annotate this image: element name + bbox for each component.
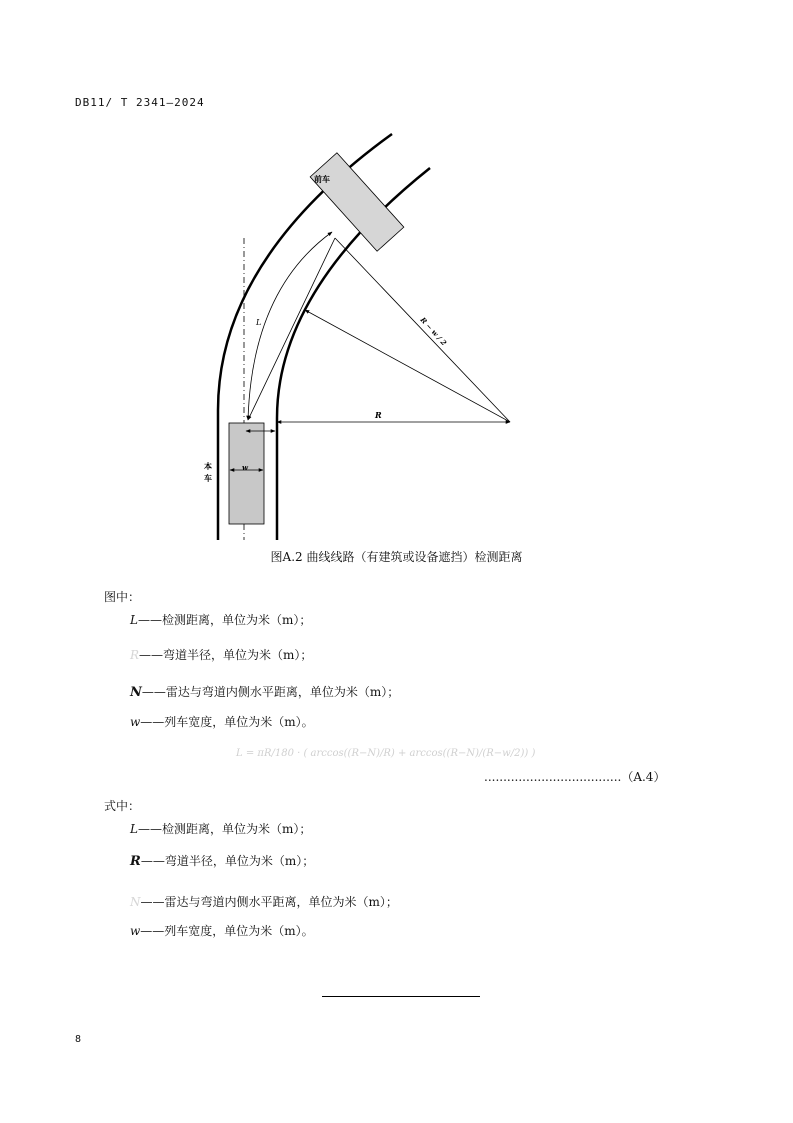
legend-item-R [130,646,312,663]
legend-text: ——雷达与弯道内侧水平距离，单位为米（m）； [141,685,400,699]
label-this-car-1: 本 [204,462,212,471]
line-N [305,310,510,422]
legend-symbol: L [130,822,138,836]
legend-symbol: R [130,648,140,662]
legend-symbol: R [130,854,141,869]
label-w: w [242,463,249,472]
legend-symbol: L [130,613,138,627]
eq-legend-item-L [130,820,311,837]
line-R-minus-w2 [335,238,510,422]
curve-detection-figure [180,120,540,545]
formula-number: （A.4） [621,770,666,784]
label-L: L [256,318,262,327]
legend-symbol: w [130,715,141,729]
legend-text: ——弯道半径，单位为米（m）； [139,648,313,662]
formula-dots: .................................... [484,770,622,784]
formula-number-line [484,768,665,785]
document-id: DB11/ T 2341—2024 [75,96,205,109]
eq-legend-item-R [130,852,314,869]
legend-symbol: w [130,924,141,938]
label-R-minus-w2: R − w / 2 [418,315,449,348]
figure-caption: 图A.2 曲线线路（有建筑或设备遮挡）检测距离 [270,550,523,564]
legend-text: ——雷达与弯道内侧水平距离，单位为米（m）； [140,895,398,909]
legend-text: ——列车宽度，单位为米（m）。 [140,924,314,938]
legend-item-w [130,713,314,730]
legend-text: ——检测距离，单位为米（m）； [137,822,312,836]
legend-heading: 图中： [104,590,141,604]
label-R: R [375,410,382,420]
eq-legend-item-w [130,922,314,939]
legend-symbol: N [130,685,142,700]
equation-legend-heading: 式中： [104,799,141,813]
eq-legend-item-N [130,893,398,910]
label-this-car-2: 车 [204,474,212,483]
page-number: 8 [75,1034,82,1045]
legend-item-N [130,683,399,700]
this-car [229,423,264,524]
legend-text: ——弯道半径，单位为米（m）； [140,854,315,868]
end-rule [322,996,480,997]
legend-symbol: N [130,895,141,909]
label-front-car: 前车 [314,175,330,184]
formula-expression: L = πR/180 · ( arccos((R−N)/R) + arccos((R−N)/(R−w/2)) ) [236,748,536,759]
legend-item-L [130,611,311,628]
legend-text: ——列车宽度，单位为米（m）。 [140,715,314,729]
legend-text: ——检测距离，单位为米（m）； [137,613,312,627]
